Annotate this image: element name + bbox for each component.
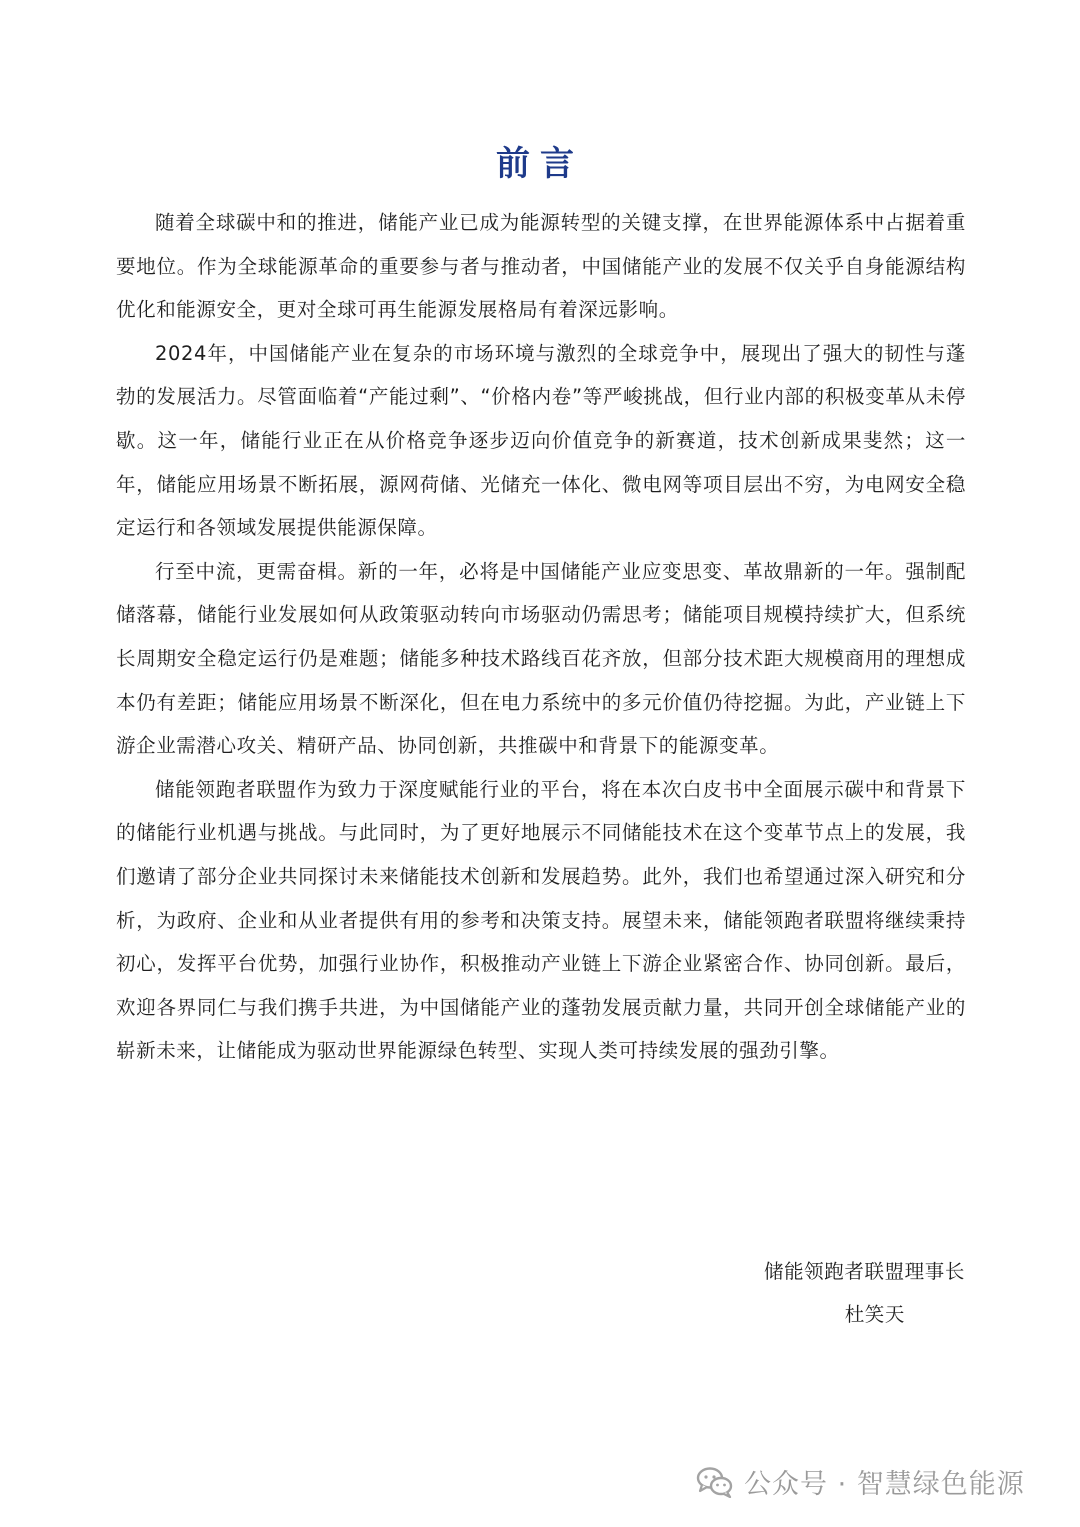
- signature-name: 杜笑天: [844, 1303, 905, 1326]
- paragraph-1: 随着全球碳中和的推进，储能产业已成为能源转型的关键支撑，在世界能源体系中占据着重要地位。作为全球能源革命的重要参与者与推动者，中国储能产业的发展不仅关乎自身能源结构优化和能源安全，更对全球可再生能源发展格局有着深远影响。: [116, 211, 966, 322]
- paragraph-4: 储能领跑者联盟作为致力于深度赋能行业的平台，将在本次白皮书中全面展示碳中和背景下的储能行业机遇与挑战。与此同时，为了更好地展示不同储能技术在这个变革节点上的发展，我们邀请了部分企业共同探讨未来储能技术创新和发展趋势。此外，我们也希望通过深入研究和分析，为政府、企业和从业者提供有用的参考和决策支持。展望未来，储能领跑者联盟将继续秉持初心，发挥平台优势，加强行业协作，积极推动产业链上下游企业紧密合作、协同创新。最后，欢迎各界同仁与我们携手共进，为中国储能产业的蓬勃发展贡献力量，共同开创全球储能产业的崭新未来，让储能成为驱动世界能源绿色转型、实现人类可持续发展的强劲引擎。: [116, 777, 966, 1063]
- page-title: 前言: [496, 144, 584, 184]
- watermark-text: 公众号 · 智慧绿色能源: [744, 1469, 1025, 1500]
- paragraph-2: 2024年，中国储能产业在复杂的市场环境与激烈的全球竞争中，展现出了强大的韧性与蓬勃的发展活力。尽管面临着“产能过剩”、“价格内卷”等严峻挑战，但行业内部的积极变革从未停歇。这一年，储能行业正在从价格竞争逐步迈向价值竞争的新赛道，技术创新成果斐然；这一年，储能应用场景不断拓展，源网荷储、光储充一体化、微电网等项目层出不穷，为电网安全稳定运行和各领域发展提供能源保障。: [116, 341, 966, 540]
- watermark: [696, 1462, 1025, 1501]
- wechat-icon: [696, 1466, 734, 1498]
- paragraph-3: 行至中流，更需奋楫。新的一年，必将是中国储能产业应变思变、革故鼎新的一年。强制配储落幕，储能行业发展如何从政策驱动转向市场驱动仍需思考；储能项目规模持续扩大，但系统长周期安全稳定运行仍是难题；储能多种技术路线百花齐放，但部分技术距大规模商用的理想成本仍有差距；储能应用场景不断深化，但在电力系统中的多元价值仍待挖掘。为此，产业链上下游企业需潜心攻关、精研产品、协同创新，共推碳中和背景下的能源变革。: [116, 559, 966, 758]
- preface-body: [116, 201, 966, 1073]
- signature-block: [764, 1250, 965, 1336]
- signature-org: 储能领跑者联盟理事长: [763, 1260, 965, 1283]
